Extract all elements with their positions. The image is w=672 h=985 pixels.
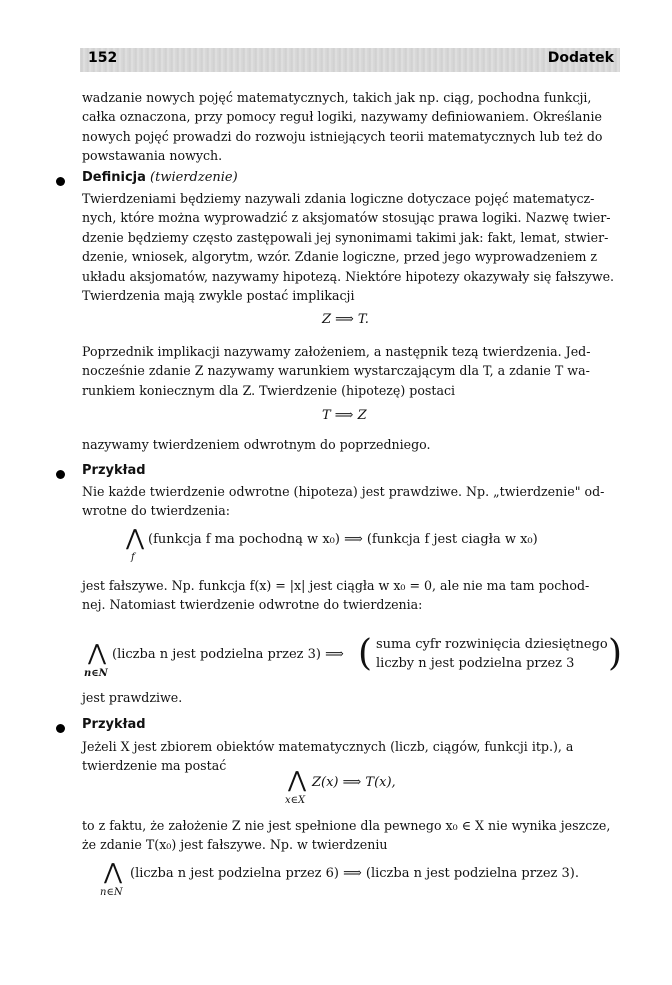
text-line: to z faktu, że założenie Z nie jest spełnione dla pewnego x₀ ∈ X nie wynika jeszcze, — [82, 818, 611, 833]
example-intro — [82, 482, 620, 521]
example-end — [82, 688, 620, 707]
open-paren-icon: ( — [358, 633, 373, 674]
definition-title: Definicja — [82, 170, 146, 185]
text-line: wrotne do twierdzenia: — [82, 503, 231, 519]
text-line: twierdzenie ma postać — [82, 758, 227, 774]
conjunction-icon: ⋀ — [104, 860, 123, 885]
text-line: Twierdzenia mają zwykle postać implikacji — [82, 288, 355, 304]
conjunction-icon: ⋀ — [288, 768, 307, 793]
formula-example-1: (funkcja f ma pochodną w x₀) ⟹ (funkcja f jest ciagła w x₀) — [148, 532, 538, 547]
example-mid — [82, 576, 620, 615]
formula-example-2-left: (liczba n jest podzielna przez 3) ⟹ — [112, 647, 344, 662]
text-line: jest fałszywe. Np. funkcja f(x) = |x| jest ciągła w x₀ = 0, ale nie ma tam pochod- — [82, 578, 590, 593]
text-line: jest prawdziwe. — [82, 690, 183, 705]
text-line: dzenie, wniosek, algorytm, wzór. Zdanie logiczne, przed jego wyprowadzeniem z — [82, 249, 598, 265]
conjunction-icon: ⋀ — [126, 526, 145, 551]
formula-example-4: (liczba n jest podzielna przez 6) ⟹ (liczba n jest podzielna przez 3). — [130, 866, 579, 881]
example-intro — [82, 737, 620, 776]
text-line: Nie każde twierdzenie odwrotne (hipoteza) jest prawdziwe. Np. „twierdzenie" od- — [82, 484, 605, 499]
example-title: Przykład — [82, 717, 146, 732]
formula-z-implies-t: Z ⟹ T. — [322, 312, 369, 327]
definition-subtitle: (twierdzenie) — [150, 170, 238, 185]
formula-t-implies-z: T ⟹ Z — [322, 408, 367, 423]
text-line: nej. Natomiast twierdzenie odwrotne do twierdzenia: — [82, 597, 423, 613]
example-heading — [82, 717, 146, 732]
text-line: że zdanie T(x₀) jest fałszywe. Np. w twierdzeniu — [82, 837, 388, 853]
text-line: dzenie będziemy często zastępowali jej synonimami takimi jak: fakt, lemat, stwier- — [82, 229, 609, 245]
quantifier-subscript: n∈N — [84, 668, 108, 679]
page-number: 152 — [88, 50, 118, 66]
example-mid — [82, 816, 620, 855]
quantifier-subscript: f — [131, 552, 135, 563]
intro-paragraph — [82, 88, 620, 166]
text-line: powstawania nowych. — [82, 148, 223, 164]
example-title: Przykład — [82, 463, 146, 478]
text-line: układu aksjomatów, nazywamy hipotezą. Niektóre hipotezy okazywały się fałszywe. — [82, 268, 615, 284]
text-line: nocześnie zdanie Z nazywamy warunkiem wystarczającym dla T, a zdanie T wa- — [82, 363, 590, 379]
bullet-icon — [56, 470, 65, 479]
formula-example-2-right-1: suma cyfr rozwinięcia dziesiętnego — [376, 637, 608, 652]
definition-paragraph — [82, 189, 620, 305]
definition-paragraph-2 — [82, 342, 620, 400]
formula-example-2-right-2: liczby n jest podzielna przez 3 — [376, 656, 575, 671]
page-header — [80, 48, 620, 72]
text-line: Poprzednik implikacji nazywamy założeniem, a następnik tezą twierdzenia. Jed- — [82, 344, 591, 359]
bullet-icon — [56, 724, 65, 733]
example-heading — [82, 463, 146, 478]
text-line: Jeżeli X jest zbiorem obiektów matematycznych (liczb, ciągów, funkcji itp.), a — [82, 739, 574, 754]
quantifier-subscript: x∈X — [285, 795, 306, 806]
formula-example-3: Z(x) ⟹ T(x), — [312, 775, 396, 790]
definition-heading — [82, 170, 238, 185]
text-line: nych, które można wyprowadzić z aksjomatów stosując prawa logiki. Nazwę twier- — [82, 210, 611, 226]
text-line: Twierdzeniami będziemy nazywali zdania logiczne dotyczace pojęć matematycz- — [82, 191, 595, 206]
conjunction-icon: ⋀ — [88, 641, 107, 666]
close-paren-icon: ) — [608, 633, 623, 674]
definition-paragraph-3 — [82, 435, 620, 454]
text-line: całka oznaczona, przy pomocy reguł logiki, nazywamy definiowaniem. Określanie — [82, 109, 602, 125]
text-line: wadzanie nowych pojęć matematycznych, takich jak np. ciąg, pochodna funkcji, — [82, 90, 592, 105]
text-line: runkiem koniecznym dla Z. Twierdzenie (hipotezę) postaci — [82, 382, 456, 398]
text-line: nazywamy twierdzeniem odwrotnym do poprzedniego. — [82, 437, 431, 452]
section-title: Dodatek — [547, 50, 614, 66]
text-line: nowych pojęć prowadzi do rozwoju istniejących teorii matematycznych lub też do — [82, 128, 603, 144]
bullet-icon — [56, 177, 65, 186]
quantifier-subscript: n∈N — [100, 887, 123, 898]
